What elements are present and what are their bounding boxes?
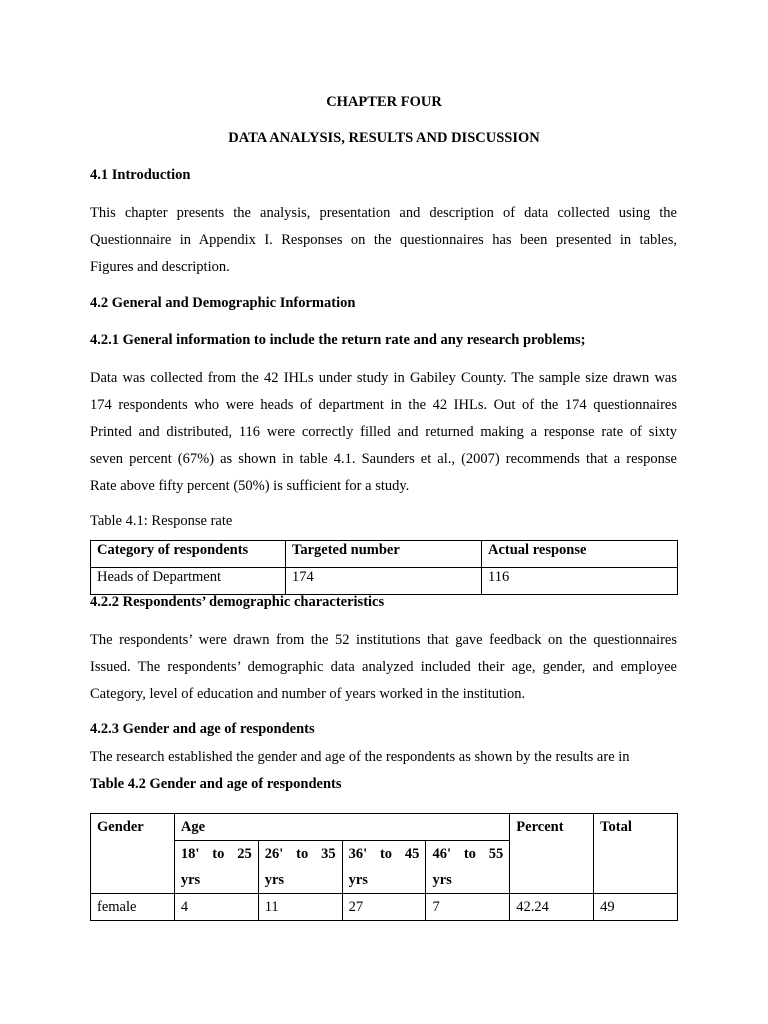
table-header-cell: Targeted number (286, 541, 482, 568)
table-cell: 4 (174, 894, 258, 921)
demographic-line: Issued. The respondents’ demographic data analyzed included their age, gender, and employee (90, 659, 677, 675)
table-4-1-caption: Table 4.1: Response rate (90, 513, 233, 529)
intro-paragraph (90, 200, 677, 281)
section-heading-4-2-2: 4.2.2 Respondents’ demographic characteristics (90, 594, 385, 610)
age-group-header: 26' to 35 yrs (258, 841, 342, 894)
section-heading-4-2-1: 4.2.1 General information to include the return rate and any research problems; (90, 332, 586, 348)
table-4-2-caption: Table 4.2 Gender and age of respondents (90, 776, 342, 792)
section-heading-4-2: 4.2 General and Demographic Information (90, 295, 356, 311)
table-header-row (91, 541, 678, 568)
section-heading-4-2-3: 4.2.3 Gender and age of respondents (90, 721, 315, 737)
demographic-paragraph (90, 627, 677, 708)
table-header-cell: Actual response (482, 541, 678, 568)
age-header: Age (174, 814, 509, 841)
table-row (91, 894, 678, 921)
table-cell: 116 (482, 568, 678, 595)
table-cell: 174 (286, 568, 482, 595)
general-info-line: 174 respondents who were heads of department in the 42 IHLs. Out of the 174 questionnaires (90, 397, 677, 413)
response-rate-table (90, 540, 678, 595)
table-cell: 11 (258, 894, 342, 921)
intro-line: Questionnaire in Appendix I. Responses on the questionnaires has been presented in tables, (90, 232, 677, 248)
demographic-line: The respondents’ were drawn from the 52 institutions that gave feedback on the questionnaires (90, 632, 677, 648)
intro-line: This chapter presents the analysis, presentation and description of data collected using the (90, 205, 677, 221)
age-group-header: 46' to 55 yrs (426, 841, 510, 894)
chapter-subtitle: DATA ANALYSIS, RESULTS AND DISCUSSION (228, 130, 540, 146)
chapter-title: CHAPTER FOUR (326, 94, 442, 110)
table-cell: Heads of Department (91, 568, 286, 595)
percent-header: Percent (510, 814, 594, 894)
table-header-cell: Category of respondents (91, 541, 286, 568)
general-info-paragraph (90, 365, 677, 500)
general-info-line: Data was collected from the 42 IHLs under study in Gabiley County. The sample size drawn was (90, 370, 677, 386)
table-header-row (91, 814, 678, 841)
general-info-line: Printed and distributed, 116 were correctly filled and returned making a response rate of sixty (90, 424, 677, 440)
table-cell: female (91, 894, 175, 921)
general-info-line: seven percent (67%) as shown in table 4.1. Saunders et al., (2007) recommends that a response (90, 451, 677, 467)
intro-line: Figures and description. (90, 259, 230, 275)
section-heading-4-1: 4.1 Introduction (90, 167, 191, 183)
gender-header: Gender (91, 814, 175, 894)
total-header: Total (594, 814, 678, 894)
table-cell: 49 (594, 894, 678, 921)
gender-age-table (90, 813, 678, 921)
table-cell: 42.24 (510, 894, 594, 921)
gender-age-intro: The research established the gender and age of the respondents as shown by the results are in (90, 749, 630, 765)
demographic-line: Category, level of education and number of years worked in the institution. (90, 686, 526, 702)
general-info-line: Rate above fifty percent (50%) is sufficient for a study. (90, 478, 410, 494)
table-cell: 7 (426, 894, 510, 921)
table-row (91, 568, 678, 595)
age-group-header: 36' to 45 yrs (342, 841, 426, 894)
age-group-header: 18' to 25 yrs (174, 841, 258, 894)
table-cell: 27 (342, 894, 426, 921)
